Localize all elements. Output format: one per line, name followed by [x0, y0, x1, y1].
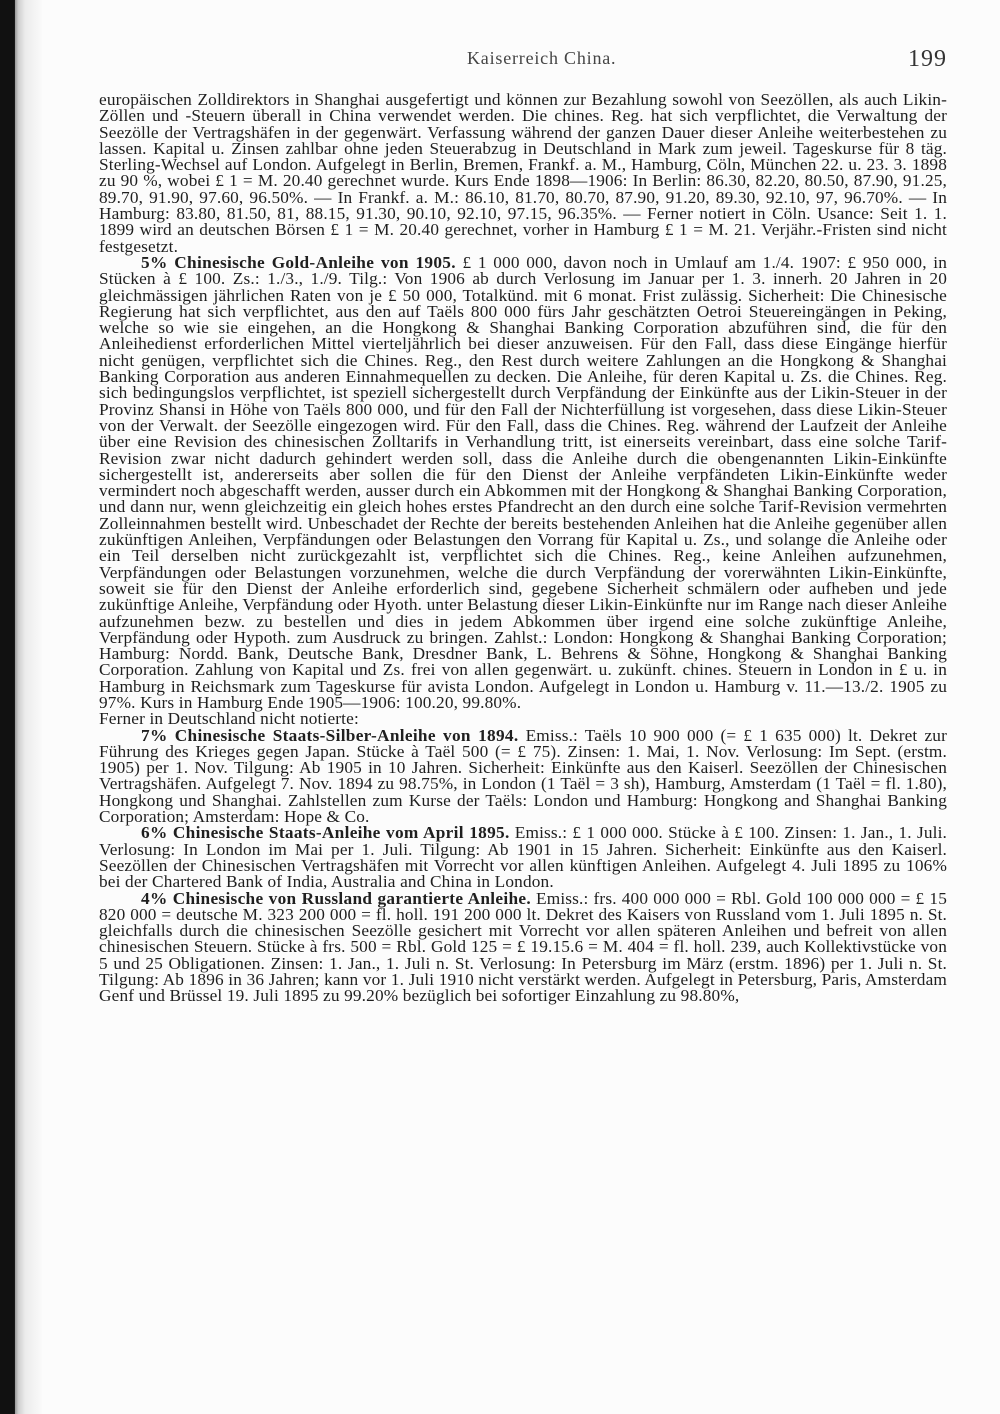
paragraph-continuation [99, 92, 947, 255]
entry-heading: 6% Chinesische Staats-Anleihe vom April 1895. [141, 823, 510, 843]
entry-text: Emiss.: £ 1 000 000. Stücke à £ 100. Zinsen: 1. Jan., 1. Juli. Verlosung: In London im Mai per 1. Juli. Tilgung: Ab 1901 in 15 Jahren. Sicherheit: Einkünfte aus den Kaiserl. Seezöllen der Chinesischen Vertragshäfen mit Vorrecht vor allen künftigen Anleihen. Aufgelegt 4. Juli 1895 zu 106% bei der Chartered Bank of India, Australia and China in London. [99, 823, 947, 892]
entry-heading: 5% Chinesische Gold-Anleihe von 1905. [141, 252, 456, 272]
document-page [42, 0, 1000, 1414]
entry-heading: 7% Chinesische Staats-Silber-Anleihe von 1894. [141, 725, 519, 745]
running-head: Kaiserreich China. [467, 48, 617, 68]
loan-entry-april-1895 [99, 825, 947, 890]
loan-entry-gold-1905 [99, 252, 948, 712]
entry-text: Emiss.: Taëls 10 900 000 (= £ 1 635 000) lt. Dekret zur Führung des Krieges gegen Japan. Stücke à Taël 500 (= £ 75). Zinsen: 1. Mai, 1. Nov. Verlosung: Im Sept. (erstm. 1905) per 1. Nov. Tilgung: Ab 1905 in 10 Jahren. Sicherheit: Einkünfte aus den Kaiserl. Seezöllen der Chinesischen Vertragshäfen. Aufgelegt 7. Nov. 1894 zu 98.75%, in London (1 Taël = 3 sh), Hamburg, Amsterdam (1 Taël = fl. 1.80), Hongkong und Shanghai. Zahlstellen zum Kurse der Taëls: London und Hamburg: Hongkong and Shanghai Banking Corporation; Amsterdam: Hope & Co. [99, 725, 947, 827]
paragraph-text: europäischen Zolldirektors in Shanghai ausgefertigt und können zur Bezahlung sowohl von Seezöllen, als auch Likin-Zöllen und -Steuern überall in China verwendet werden. Die chines. Reg. hat sich verpflichtet, die Verwaltung der Seezölle der Vertragshäfen in der gegenwärt. Verfassung während der ganzen Dauer dieser Anleihe weiterbestehen zu lassen. Kapital u. Zinsen zahlbar ohne jeden Steuerabzug in Deutschland in Mark zum jeweil. Tageskurse für 8 täg. Sterling-Wechsel auf London. Aufgelegt in Berlin, Bremen, Frankf. a. M., Hamburg, Cöln, München 22. u. 23. 3. 1898 zu 90 %, wobei £ 1 = M. 20.40 gerechnet wurde. Kurs Ende 1898—1906: In Berlin: 86.30, 82.20, 80.50, 87.90, 91.25, 89.70, 91.90, 97.60, 96.50%. — In Frankf. a. M.: 86.10, 81.70, 80.70, 87.90, 91.20, 89.30, 92.10, 97, 96.70%. — In Hamburg: 83.80, 81.50, 81, 88.15, 91.30, 90.10, 92.10, 97.15, 96.35%. — Ferner notiert in Cöln. Usance: Seit 1. 1. 1899 wird an deutschen Börsen £ 1 = M. 20.40 gerechnet, vorher in Hamburg £ 1 = M. 21. Verjähr.-Fristen sind nicht festgesetzt. [99, 90, 947, 256]
page-header [99, 48, 947, 76]
entry-text: £ 1 000 000, davon noch in Umlauf am 1./4. 1907: £ 950 000, in Stücken à £ 100. Zs.: 1./3., 1./9. Tilg.: Von 1906 ab durch Verlosung im Januar per 1. 3. innerh. 20 Jahren in 20 gleichmässigen jährlichen Raten von je £ 50 000, Totalkünd. mit 6 monat. Frist zulässig. Sicherheit: Die Chinesische Regierung hat sich verpflichtet, aus den auf Taëls 800 000 fürs Jahr geschätzten Oetroi Steuereingängen in Peking, welche so wie sie eingehen, an die Hongkong & Shanghai Banking Corporation abzuführen sind, die für den Anleihedienst erforderlichen Mittel vierteljährlich bei dieser anzuweisen. Für den Fall, dass diese Eingänge hierfür nicht genügen, verpflichtet sich die Chines. Reg., den Rest durch weitere Zahlungen an die Hongkong & Shanghai Banking Corporation aus anderen Einnahmequellen zu decken. Die Anleihe, für deren Kapital u. Zs. die Chines. Reg. sich bedingungslos verpflichtet, ist speziell sichergestellt durch Verpfändung der Einkünfte aus der Likin-Steuer in der Provinz Shansi in Höhe von Taëls 800 000, und für den Fall der Nichterfüllung ist vorgesehen, dass diese Likin-Steuer von der Verwalt. der Seezölle eingezogen wird. Für den Fall, dass die Chines. Reg. während der Laufzeit der Anleihe über eine Revision des chinesischen Zolltarifs in Verhandlung tritt, ist einerseits vereinbart, dass eine solche Tarif-Revision zwar nicht dadurch gehindert werden soll, dass die Anleihe durch die obengenannten Likin-Einkünfte sichergestellt ist, andererseits aber sollen die für den Dienst der Anleihe verpfändeten Likin-Einkünfte weder vermindert noch abgeschafft werden, ausser durch ein Abkommen mit der Hongkong & Shanghai Banking Corporation, und dann nur, wenn gleichzeitig ein gleich hohes erstes Pfandrecht an den durch eine solche Tarif-Revision vermehrten Zolleinnahmen bestellt wird. Unbeschadet der Rechte der bereits bestehenden Anleihen hat die Anleihe gegenüber allen zukünftigen Anleihen, Verpfändungen oder Belastungen den Vorrang für Kapital u. Zs., und solange die Anleihe oder ein Teil derselben nicht zurückgezahlt ist, verpflichtet sich die Chines. Reg., keine Anleihen aufzunehmen, Verpfändungen oder Belastungen vorzunehmen, welche die durch Verpfändung der vorerwähnten Likin-Einkünfte, soweit sie für den Dienst der Anleihe erforderlich sind, gegebene Sicherheit schmälern oder aufheben und jede zukünftige Anleihe, Verpfändung oder Hyoth. unter Belastung dieser Likin-Einkünfte nur im Range nach dieser Anleihe aufzunehmen bezw. zu bestellen und dies in jedem Abkommen über irgend eine solche zukünftige Anleihe, Verpfändung oder Hypoth. zum Ausdruck zu bringen. Zahlst.: London: Hongkong & Shanghai Banking Corporation; Hamburg: Nordd. Bank, Deutsche Bank, Dresdner Bank, L. Behrens & Söhne, Hongkong & Shanghai Banking Corporation. Zahlung von Kapital und Zs. frei von allen gegenwärt. u. zukünft. chines. Steuern in London in £ u. in Hamburg in Reichsmark zum Tageskurse für avista London. Aufgelegt in London u. Hamburg v. 11.—13./2. 1905 zu 97%. Kurs in Hamburg Ende 1905—1906: 100.20, 99.80%. [99, 252, 948, 712]
entry-heading: 4% Chinesische von Russland garantierte Anleihe. [141, 888, 531, 908]
section-note-text: Ferner in Deutschland nicht notierte: [99, 709, 359, 729]
loan-entry-silver-1894 [99, 725, 947, 827]
page-body [99, 92, 947, 1005]
page-number: 199 [908, 46, 947, 72]
scan-edge-shadow [0, 0, 42, 1414]
entry-text: Emiss.: frs. 400 000 000 = Rbl. Gold 100 000 000 = £ 15 820 000 = deutsche M. 323 200 000 = fl. holl. 191 200 000 lt. Dekret des Kaisers von Russland vom 1. Juli 1895 n. St. gleichfalls durch die chinesischen Seezölle gesichert mit Vorrecht vor allen späteren Anleihen und befreit von allen chinesischen Steuern. Stücke à frs. 500 = Rbl. Gold 125 = £ 19.15.6 = M. 404 = fl. holl. 239, auch Kollektivstücke von 5 und 25 Obligationen. Zinsen: 1. Jan., 1. Juli n. St. Verlosung: In Petersburg im März (erstm. 1896) per 1. Juli n. St. Tilgung: Ab 1896 in 36 Jahren; kann vor 1. Juli 1910 nicht verstärkt werden. Aufgelegt in Petersburg, Paris, Amsterdam Genf und Brüssel 19. Juli 1895 zu 99.20% bezüglich bei sofortiger Einzahlung zu 98.80%, [99, 888, 947, 1006]
loan-entry-russia-guaranteed [99, 888, 947, 1006]
